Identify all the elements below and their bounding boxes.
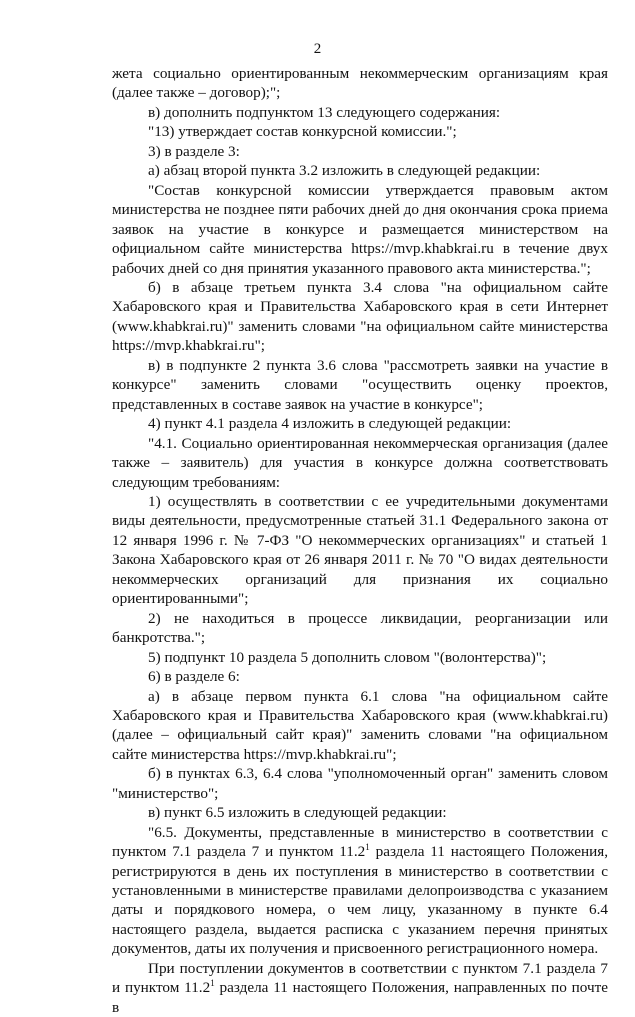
paragraph bbox=[112, 959, 608, 1017]
superscript: 1 bbox=[210, 978, 215, 989]
paragraph: жета социально ориентированным некоммерческим организациям края (далее также – договор);"; bbox=[112, 65, 608, 102]
paragraph: 3) в разделе 3: bbox=[148, 142, 240, 160]
paragraph: а) в абзаце первом пункта 6.1 слова "на официальном сайте Хабаровского края и Правительства Хабаровского края (www.khabkrai.ru) (далее – официальный сайт края)" заменить словами "на официальном сайте министерства https://mvp.khabkrai.ru"; bbox=[112, 687, 608, 763]
paragraph: а) абзац второй пункта 3.2 изложить в следующей редакции: bbox=[148, 162, 541, 180]
document-body bbox=[112, 64, 608, 1017]
paragraph: 1) осуществлять в соответствии с ее учредительными документами виды деятельности, предусмотренные статьей 31.1 Федерального закона от 12 января 1996 г. № 7-ФЗ "О некоммерческих организациях" и статьей 1 Закона Хабаровского края от 26 января 2011 г. № 70 "О видах деятельности некоммерческих организаций для признания их социально ориентированными"; bbox=[112, 492, 608, 608]
paragraph: "4.1. Социально ориентированная некоммерческая организация (далее также – заявитель) для участия в конкурсе должна соответствовать следующим требованиям: bbox=[112, 434, 608, 491]
paragraph: 4) пункт 4.1 раздела 4 изложить в следующей редакции: bbox=[148, 415, 512, 433]
paragraph: в) пункт 6.5 изложить в следующей редакции: bbox=[148, 804, 447, 822]
paragraph: в) дополнить подпунктом 13 следующего содержания: bbox=[148, 103, 501, 121]
superscript: 1 bbox=[365, 842, 370, 853]
paragraph bbox=[112, 823, 608, 959]
text-run: раздела 11 настоящего Положения, регистрируются в день их поступления в министерство в соответствии с установленными в министерстве правилами делопроизводства с указанием даты и порядкового номера, о чем лицу, указанному в пункте 6.4 настоящего раздела, выдается расписка с указанием перечня принятых документов, даты их получения и присвоенного регистрационного номера. bbox=[112, 843, 608, 958]
text-run: "6.5. Документы, представленные в министерство в соответствии с пунктом 7.1 раздела 7 и пунктом 11.2 bbox=[112, 823, 608, 861]
paragraph: 2) не находиться в процессе ликвидации, реорганизации или банкротства."; bbox=[112, 609, 608, 647]
paragraph: 6) в разделе 6: bbox=[148, 668, 240, 686]
paragraph: в) в подпункте 2 пункта 3.6 слова "рассмотреть заявки на участие в конкурсе" заменить словами "осуществить оценку проектов, представленных в составе заявок на участие в конкурсе"; bbox=[112, 356, 608, 413]
paragraph: 5) подпункт 10 раздела 5 дополнить словом "(волонтерства)"; bbox=[148, 648, 547, 666]
paragraph: б) в абзаце третьем пункта 3.4 слова "на официальном сайте Хабаровского края и Правительства Хабаровского края в сети Интернет (www.khabkrai.ru)" заменить словами "на официальном сайте министерства https://mvp.khabkrai.ru"; bbox=[112, 278, 608, 355]
paragraph: "13) утверждает состав конкурсной комиссии."; bbox=[148, 123, 457, 141]
paragraph: б) в пунктах 6.3, 6.4 слова "уполномоченный орган" заменить словом "министерство"; bbox=[112, 765, 608, 802]
paragraph: "Состав конкурсной комиссии утверждается правовым актом министерства не позднее пяти рабочих дней до дня окончания срока приема заявок на участие в конкурсе и размещается министерством на официальном сайте министерства https://mvp.khabkrai.ru в течение двух рабочих дней со дня принятия указанного правового акта министерства."; bbox=[112, 181, 608, 277]
page-number: 2 bbox=[313, 41, 322, 57]
text-run: При поступлении документов в соответствии с пунктом 7.1 раздела 7 и пунктом 11.2 bbox=[112, 959, 608, 997]
text-run: раздела 11 настоящего Положения, направленных по почте в bbox=[112, 979, 608, 1016]
